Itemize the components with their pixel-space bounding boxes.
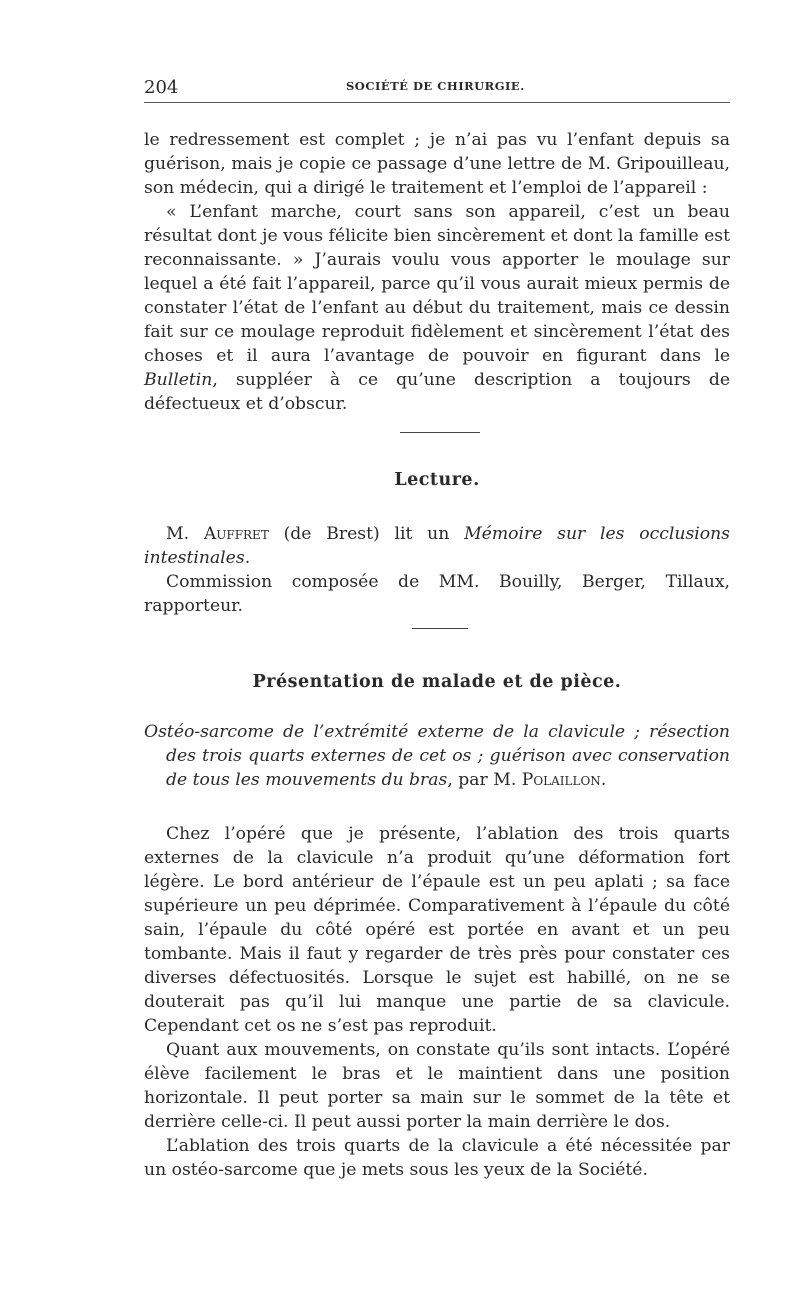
running-head [144,76,730,102]
case-title [144,720,730,792]
page-number: 204 [144,77,179,98]
section-separator [400,432,480,433]
author-end: . [600,770,607,790]
speaker-name: Auffret [203,524,269,544]
case-title-text: Ostéo-sarcome de l’extrémité externe de la clavicule ; résection des trois quarts externes de cet os ; guérison avec conservation de tous les mouvements du bras [144,722,730,790]
opening-text [144,128,730,416]
presentation-heading: Présentation de malade et de pièce. [252,672,622,692]
speaker-suffix: (de Brest) lit un [268,524,465,544]
author-name: Polaillon [521,770,601,790]
memoir-title: Mémoire sur les occlusions intestinales [144,524,730,568]
speaker-prefix: M. [166,524,204,544]
paragraph-quote-end: , suppléer à ce qu’une description a toujours de défectueux et d’obscur. [144,370,730,414]
paragraph: Quant aux mouvements, on constate qu’ils sont intacts. L’opéré élève facilement le bras et le maintient dans une position horizontale. Il peut porter sa main sur le sommet de la tête et derrière celle-ci. Il peut aussi porter la main derrière le dos. [144,1040,730,1132]
lecture-paragraph [144,522,730,570]
paragraph-quote-text: « L’enfant marche, court sans son appareil, c’est un beau résultat dont je vous félicite bien sincèrement et dont la famille est reconnaissante. » J’aurais voulu vous apporter le moulage sur lequel a été fait l’appareil, parce qu’il vous aurait mieux permis de constater l’état de l’enfant au début du traitement, mais ce dessin fait sur ce moulage reproduit fidèlement et sincèrement l’état des choses et il aura l’avantage de pouvoir en figurant dans le [144,202,730,366]
paragraph: L’ablation des trois quarts de la clavicule a été nécessitée par un ostéo-sarcome que je mets sous les yeux de la Société. [144,1136,730,1180]
commission-paragraph: Commission composée de MM. Bouilly, Berger, Tillaux, rapporteur. [144,572,730,616]
paragraph-quote [144,200,730,416]
case-title-block [144,720,730,792]
paragraph: Chez l’opéré que je présente, l’ablation des trois quarts externes de la clavicule n’a produit qu’une déformation fort légère. Le bord antérieur de l’épaule est un peu aplati ; sa face supérieure un peu déprimée. Comparativement à l’épaule du côté sain, l’épaule du côté opéré est portée en avant et un peu tombante. Mais il faut y regarder de très près pour constater ces diverses défectuosités. Lorsque le sujet est habillé, on ne se douterait pas qu’il lui manque une partie de sa clavicule. Cependant cet os ne s’est pas reproduit. [144,824,730,1036]
bulletin-ref: Bulletin [144,370,213,390]
header-rule [144,102,730,103]
journal-title: SOCIÉTÉ DE CHIRURGIE. [346,79,525,93]
memoir-title-end: . [244,548,251,568]
section-separator [412,628,468,629]
lecture-heading: Lecture. [394,470,480,490]
presentation-text [144,822,730,1182]
author-prefix: , par M. [447,770,522,790]
lecture-text [144,522,730,618]
paragraph-continuation: le redressement est complet ; je n’ai pas vu l’enfant depuis sa guérison, mais je copie ce passage d’une lettre de M. Gripouilleau, son médecin, qui a dirigé le traitement et l’emploi de l’appareil : [144,130,730,198]
